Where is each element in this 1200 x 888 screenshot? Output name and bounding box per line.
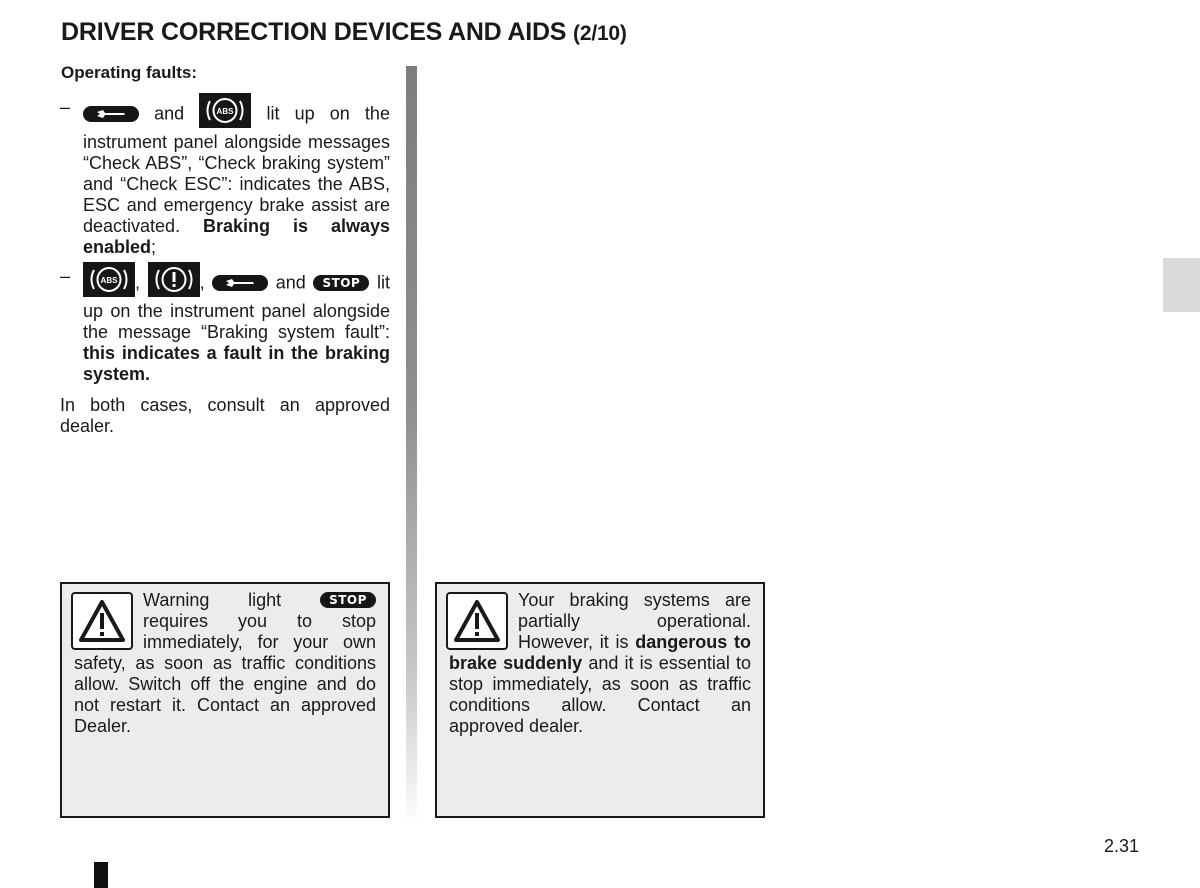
warning-text: requires you to stop immediately, for your own safety, as soon as traffic conditions allow. Switch off the engine and do not restart it. Contact an approved Dealer.	[74, 611, 376, 736]
chapter-tab	[1163, 258, 1200, 312]
warning-box-stop	[60, 582, 390, 818]
stop-icon: STOP	[320, 592, 376, 608]
left-column	[60, 62, 390, 437]
and-word: and	[275, 272, 306, 293]
warning-box-braking	[435, 582, 765, 818]
abs-warning-icon	[199, 93, 251, 128]
bullet-dash: –	[60, 97, 71, 117]
page-title	[61, 18, 627, 47]
list-item	[60, 97, 390, 258]
section-subheading: Operating faults:	[61, 63, 198, 82]
warning-text: Warning light	[143, 590, 282, 610]
abs-text: ABS	[100, 276, 118, 285]
item-bold-text: Braking is always enabled	[83, 216, 390, 257]
crop-mark	[94, 862, 108, 888]
comma: ,	[199, 272, 205, 293]
item-text: lit up on the instrument panel alongside messages “Check ABS”, “Check braking system” and “Check ESC”: indicates the ABS, ESC and emergency brake assist are deactivated.	[83, 103, 390, 236]
abs-text: ABS	[216, 107, 234, 116]
bullet-dash: –	[60, 266, 71, 286]
column-divider	[406, 66, 417, 826]
item-text: lit up on the instrument panel alongside the message “Braking system fault”:	[83, 272, 390, 342]
warning-triangle-icon	[71, 592, 133, 650]
comma: ,	[135, 272, 141, 293]
page-number: 2.31	[1104, 836, 1140, 856]
warning-text: and it is essential to stop immediately, as soon as traffic conditions allow. Contact an approved dealer.	[449, 653, 751, 736]
warning-triangle-icon	[446, 592, 508, 650]
abs-warning-icon	[83, 262, 135, 297]
item-tail: ;	[151, 237, 157, 257]
warning-text: Your braking systems are partially operational. However, it is	[518, 590, 751, 652]
warning-bold-text: dangerous to brake suddenly	[449, 632, 751, 673]
list-item	[60, 266, 390, 385]
item-bold-text: this indicates a fault in the braking system.	[83, 343, 390, 384]
stop-icon: STOP	[313, 275, 369, 291]
brake-warning-icon	[148, 262, 200, 297]
and-word: and	[154, 103, 185, 124]
conclusion-text: In both cases, consult an approved dealer.	[60, 395, 390, 436]
page-indicator: (2/10)	[573, 22, 627, 45]
wrench-icon	[83, 106, 139, 122]
title-text: DRIVER CORRECTION DEVICES AND AIDS	[61, 18, 567, 46]
wrench-icon	[212, 275, 268, 291]
